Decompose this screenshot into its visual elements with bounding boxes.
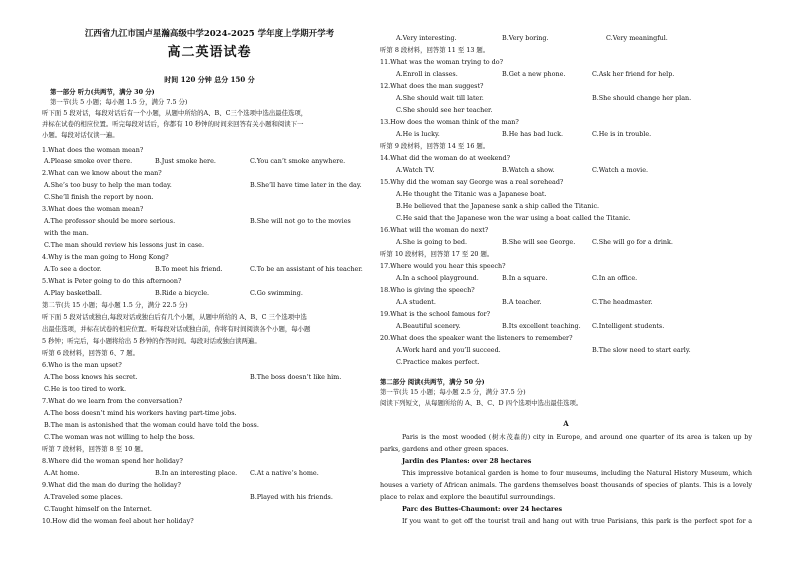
q12-option-c[interactable]: C.She should see her teacher. [396, 106, 493, 114]
q7-option-c[interactable]: C.The woman was not willing to help the boss. [44, 433, 195, 441]
q19-stem: 19.What is the school famous for? [380, 310, 491, 318]
q12-option-a[interactable]: A.She should wait till later. [396, 94, 484, 102]
q2-stem: 2.What can we know about the man? [42, 169, 162, 177]
q2-option-c[interactable]: C.She’ll finish the report by noon. [44, 193, 154, 201]
q10-stem: 10.How did the woman feel about her holiday? [42, 517, 194, 525]
q6-option-c[interactable]: C.He is too tired to work. [44, 385, 127, 393]
q13-stem: 13.How does the woman think of the man? [380, 118, 519, 126]
school-title: 江西省九江市国卢星瀚高级中学2024-2025 学年度上学期开学考 [84, 29, 335, 39]
q5-stem: 5.What is Peter going to do this afternoon? [42, 277, 182, 285]
q18-option-c[interactable]: C.The headmaster. [592, 298, 653, 306]
q13-option-c[interactable]: C.He is in trouble. [592, 130, 652, 138]
part2-heading: 第二部分 阅读(共两节，满分 50 分) [380, 378, 485, 386]
q7-stem: 7.What do we learn from the conversation? [42, 397, 183, 405]
part1-heading: 第一部分 听力(共两节，满分 30 分) [50, 88, 155, 96]
part2-sec1-heading: 第一节(共 15 小题；每小题 2.5 分，满分 37.5 分) [380, 388, 526, 396]
q19-option-c[interactable]: C.Intelligent students. [592, 322, 665, 330]
part2-instr: 阅读下列短文，从每题所给的 A、B、C、D 四个选项中选出最佳选项。 [380, 399, 583, 407]
q20-option-a[interactable]: A.Work hard and you’ll succeed. [396, 346, 501, 354]
jardin-line-1: This impressive botanical garden is home to four museums, including the Natural History Museum, which [402, 469, 752, 477]
q11-option-c[interactable]: C.Ask her friend for help. [592, 70, 675, 78]
passage-label: A [563, 419, 569, 428]
q10-option-a[interactable]: A.Very interesting. [396, 34, 457, 42]
intro-line-1: Paris is the most wooded (树木茂森的) city in Europe, and around one quarter of its area is taken up by [402, 433, 752, 441]
q8-option-a[interactable]: A.At home. [44, 469, 80, 477]
q15-option-b[interactable]: B.He believed that the Japanese sank a ship called the Titanic. [396, 202, 600, 210]
q4-option-b[interactable]: B.To meet his friend. [155, 265, 223, 273]
q2-option-a[interactable]: A.She’s too busy to help the man today. [44, 181, 172, 189]
q18-stem: 18.Who is giving the speech? [380, 286, 475, 294]
q6-option-a[interactable]: A.The boss knows his secret. [44, 373, 138, 381]
sec2-heading: 第二节(共 15 小题；每小题 1.5 分，满分 22.5 分) [42, 301, 188, 309]
q1-option-c[interactable]: C.You can’t smoke anywhere. [250, 157, 346, 165]
q4-option-a[interactable]: A.To see a doctor. [44, 265, 102, 273]
q20-option-c[interactable]: C.Practice makes perfect. [396, 358, 480, 366]
q17-stem: 17.Where would you hear this speech? [380, 262, 506, 270]
q5-option-a[interactable]: A.Play basketball. [44, 289, 102, 297]
q9-option-c[interactable]: C.Taught himself on the Internet. [44, 505, 152, 513]
q8-option-c[interactable]: C.At a native’s home. [250, 469, 319, 477]
q20-option-b[interactable]: B.The slow need to start early. [592, 346, 691, 354]
sec1-instr-2: 并标在试卷的相应位置。听完每段对话后，你都有 10 秒钟的时间来回答有关小题和阅读下一 [42, 120, 304, 128]
q2-option-b[interactable]: B.She’ll have time later in the day. [250, 181, 362, 189]
q17-option-a[interactable]: A.In a school playground. [396, 274, 479, 282]
q4-option-c[interactable]: C.To be an assistant of his teacher. [250, 265, 363, 273]
q12-stem: 12.What does the man suggest? [380, 82, 484, 90]
material-7: 听第 7 段材料，回答第 8 至 10 题。 [42, 445, 148, 453]
material-6: 听第 6 段材料，回答第 6、7 题。 [42, 349, 140, 357]
q16-stem: 16.What will the woman do next? [380, 226, 489, 234]
parc-line-1: If you want to get off the tourist trail and hang out with true Parisians, this park is the perfect spot for a [402, 517, 752, 525]
exam-title: 高二英语试卷 [167, 45, 252, 60]
jardin-line-2: houses a variety of African animals. The gardens themselves boast thousands of species of plants. This is a lovely [380, 481, 752, 489]
q3-option-a[interactable]: A.The professor should be more serious. [44, 217, 176, 225]
q14-stem: 14.What did the woman do at weekend? [380, 154, 511, 162]
q19-option-a[interactable]: A.Beautiful scenery. [396, 322, 461, 330]
q5-option-b[interactable]: B.Ride a bicycle. [155, 289, 210, 297]
q11-option-a[interactable]: A.Enroll in classes. [396, 70, 458, 78]
q17-option-b[interactable]: B.In a square. [502, 274, 548, 282]
q7-option-b[interactable]: B.The man is astonished that the woman could have told the boss. [44, 421, 259, 429]
q10-option-b[interactable]: B.Very boring. [502, 34, 549, 42]
jardin-title: Jardin des Plantes: over 28 hectares [402, 457, 532, 465]
q16-option-b[interactable]: B.She will see George. [502, 238, 576, 246]
q5-option-c[interactable]: C.Go swimming. [250, 289, 303, 297]
q15-option-c[interactable]: C.He said that the Japanese won the war using a boat called the Titanic. [396, 214, 631, 222]
q8-option-b[interactable]: B.In an interesting place. [155, 469, 238, 477]
intro-line-2: parks, gardens and other green spaces. [380, 445, 509, 453]
q6-stem: 6.Who is the man upset? [42, 361, 122, 369]
q12-option-b[interactable]: B.She should change her plan. [592, 94, 692, 102]
material-8: 听第 8 段材料，回答第 11 至 13 题。 [380, 46, 490, 54]
q3-option-c[interactable]: C.The man should review his lessons just in case. [44, 241, 204, 249]
sec1-instr-3: 小题。每段对话仅读一遍。 [42, 131, 119, 139]
q9-option-a[interactable]: A.Traveled some places. [44, 493, 123, 501]
q3-option-b-cont: with the man. [44, 229, 89, 237]
q20-stem: 20.What does the speaker want the listeners to remember? [380, 334, 573, 342]
q19-option-b[interactable]: B.Its excellent teaching. [502, 322, 581, 330]
q17-option-c[interactable]: C.In an office. [592, 274, 638, 282]
jardin-line-3: place to relax and explore the beautiful surroundings. [380, 493, 556, 501]
q14-option-b[interactable]: B.Watch a show. [502, 166, 555, 174]
q15-stem: 15.Why did the woman say George was a real sorehead? [380, 178, 564, 186]
material-10: 听第 10 段材料，回答第 17 至 20 题。 [380, 250, 494, 258]
q16-option-c[interactable]: C.She will go for a drink. [592, 238, 673, 246]
q18-option-a[interactable]: A.A student. [396, 298, 436, 306]
sec1-heading: 第一节(共 5 小题；每小题 1.5 分，满分 7.5 分) [50, 98, 188, 106]
q18-option-b[interactable]: B.A teacher. [502, 298, 542, 306]
q9-option-b[interactable]: B.Played with his friends. [250, 493, 333, 501]
sec2-instr-2: 出最佳选项，并标在试卷的相应位置。听每段对话或独白前，你将有时间阅读各个小题，每小题 [42, 325, 311, 333]
q9-stem: 9.What did the man do during the holiday? [42, 481, 181, 489]
q8-stem: 8.Where did the woman spend her holiday? [42, 457, 183, 465]
q14-option-a[interactable]: A.Watch TV. [396, 166, 435, 174]
sec2-instr-3: 5 秒钟；听完后，每小题将给出 5 秒钟的作答时间。每段对话或独白读两遍。 [42, 337, 261, 345]
q13-option-a[interactable]: A.He is lucky. [396, 130, 440, 138]
parc-title: Parc des Buttes-Chaumont: over 24 hectares [402, 505, 563, 513]
q1-option-b[interactable]: B.Just smoke here. [155, 157, 216, 165]
q16-option-a[interactable]: A.She is going to bed. [396, 238, 467, 246]
q7-option-a[interactable]: A.The boss doesn’t mind his workers having part-time jobs. [44, 409, 237, 417]
material-9: 听第 9 段材料，回答第 14 至 16 题。 [380, 142, 490, 150]
time-score: 时间 120 分钟 总分 150 分 [164, 75, 255, 84]
q11-option-b[interactable]: B.Get a new phone. [502, 70, 566, 78]
q11-stem: 11.What was the woman trying to do? [380, 58, 504, 66]
q1-option-a[interactable]: A.Please smoke over there. [44, 157, 133, 165]
q10-option-c[interactable]: C.Very meaningful. [606, 34, 668, 42]
q13-option-b[interactable]: B.He has bad luck. [502, 130, 564, 138]
q4-stem: 4.Why is the man going to Hong Kong? [42, 253, 169, 261]
sec1-instr-1: 听下面 5 段对话，每段对话后有一个小题，从题中所给的A、B、C三个选项中选出最佳选项， [42, 109, 308, 117]
q1-stem: 1.What does the woman mean? [42, 146, 144, 154]
q3-option-b[interactable]: B.She will not go to the movies [250, 217, 351, 225]
q14-option-c[interactable]: C.Watch a movie. [592, 166, 649, 174]
q6-option-b[interactable]: B.The boss doesn’t like him. [250, 373, 342, 381]
sec2-instr-1: 听下面 5 段对话或独白,每段对话或独白后有几个小题，从题中所给的 A、B、C 三个选项中选 [42, 313, 307, 321]
q3-stem: 3.What does the woman mean? [42, 205, 144, 213]
q15-option-a[interactable]: A.He thought the Titanic was a Japanese boat. [396, 190, 547, 198]
